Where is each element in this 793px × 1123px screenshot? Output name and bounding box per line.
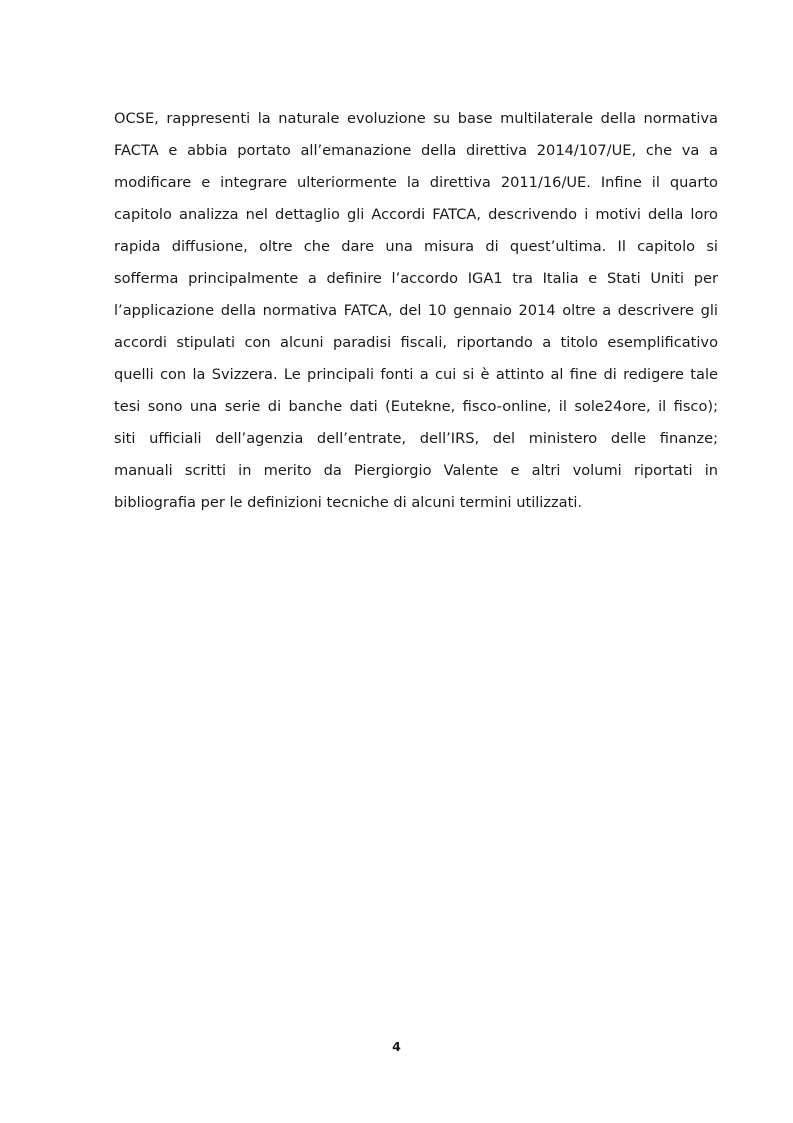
paragraph-line: FACTA e abbia portato all’emanazione della direttiva 2014/107/UE, che va a xyxy=(114,142,718,159)
paragraph-line: l’applicazione della normativa FATCA, del 10 gennaio 2014 oltre a descrivere gli xyxy=(114,302,718,319)
paragraph-line: rapida diffusione, oltre che dare una misura di quest’ultima. Il capitolo si xyxy=(114,238,718,255)
paragraph-line: OCSE, rappresenti la naturale evoluzione su base multilaterale della normativa xyxy=(114,110,718,127)
body-paragraph xyxy=(114,103,718,519)
paragraph-line: sofferma principalmente a definire l’accordo IGA1 tra Italia e Stati Uniti per xyxy=(114,270,718,287)
paragraph-line: capitolo analizza nel dettaglio gli Accordi FATCA, descrivendo i motivi della loro xyxy=(114,206,718,223)
page-number: 4 xyxy=(392,1039,401,1054)
paragraph-line: bibliografia per le definizioni tecniche di alcuni termini utilizzati. xyxy=(114,494,583,511)
paragraph-line: quelli con la Svizzera. Le principali fonti a cui si è attinto al fine di redigere tale xyxy=(114,366,718,383)
paragraph-line: siti ufficiali dell’agenzia dell’entrate, dell’IRS, del ministero delle finanze; xyxy=(114,430,718,447)
paragraph-line: tesi sono una serie di banche dati (Eutekne, fisco-online, il sole24ore, il fisco); xyxy=(114,398,718,415)
paragraph-line: modificare e integrare ulteriormente la direttiva 2011/16/UE. Infine il quarto xyxy=(114,174,718,191)
paragraph-line: accordi stipulati con alcuni paradisi fiscali, riportando a titolo esemplificativo xyxy=(114,334,718,351)
paragraph-line: manuali scritti in merito da Piergiorgio Valente e altri volumi riportati in xyxy=(114,462,718,479)
